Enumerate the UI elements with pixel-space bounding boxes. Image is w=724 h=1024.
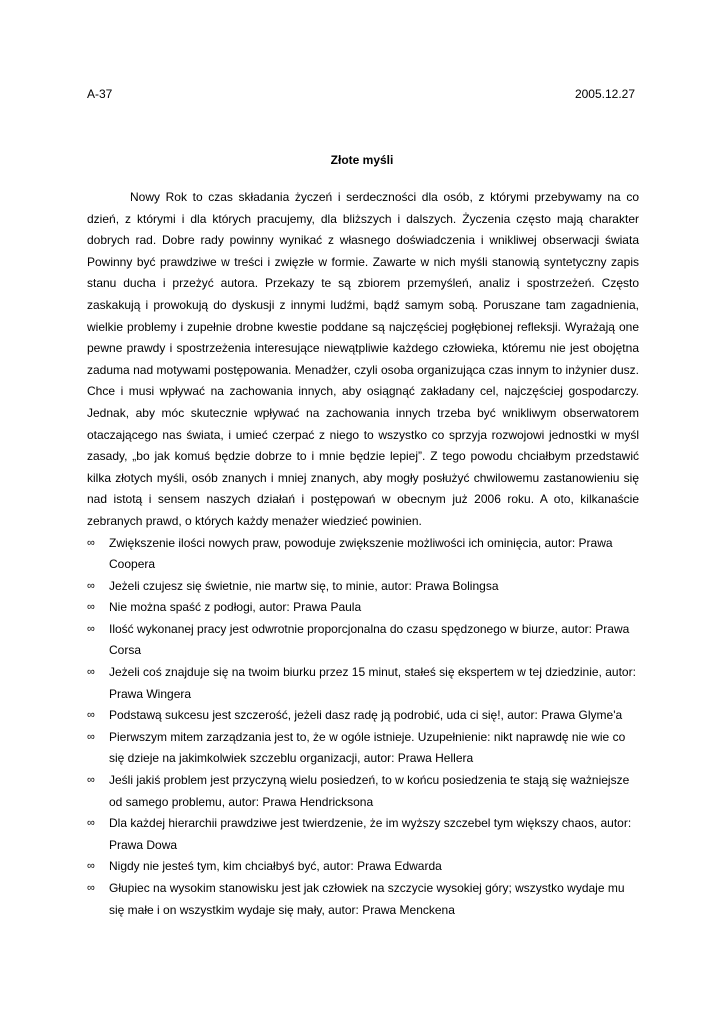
list-item <box>87 705 639 727</box>
list-item-text: Zwiększenie ilości nowych praw, powoduje zwiększenie możliwości ich ominięcia, autor: Prawa Coopera <box>109 535 613 572</box>
infinity-bullet-icon: ∞ <box>87 666 95 679</box>
list-item <box>87 576 639 598</box>
list-item-text: Jeżeli czujesz się świetnie, nie martw się, to minie, autor: Prawa Bolingsa <box>109 578 499 593</box>
list-item-text: Głupiec na wysokim stanowisku jest jak człowiek na szczycie wysokiej góry; wszystko wydaje mu się małe i on wszystkim wydaje się mały, autor: Prawa Menckena <box>109 881 625 917</box>
page-header <box>87 86 635 102</box>
list-item-text: Ilość wykonanej pracy jest odwrotnie proporcjonalna do czasu spędzonego w biurze, autor: Prawa Corsa <box>109 621 630 658</box>
document-date: 2005.12.27 <box>574 87 635 101</box>
list-item <box>87 813 639 856</box>
list-item <box>87 662 639 705</box>
list-item <box>87 770 639 813</box>
infinity-bullet-icon: ∞ <box>87 579 95 592</box>
intro-paragraph: Nowy Rok to czas składania życzeń i serdeczności dla osób, z którymi przebywamy na co dzień, z którymi i dla których pracujemy, dla bliższych i dalszych. Życzenia często mają charakter dobrych rad. Dobre rady powinny wynikać z własnego doświadczenia i wnikliwej obserwacji świata Powinny być prawdziwe w treści i zwięzłe w formie. Zawarte w nich myśli stanowią syntetyczny zapis stanu ducha i przeżyć autora. Przekazy te są zbiorem przemyśleń, analiz i spostrzeżeń. Często zaskakują i prowokują do dyskusji z innymi ludźmi, bądź samym sobą. Poruszane tam zagadnienia, wielkie problemy i zupełnie drobne kwestie poddane są najczęściej pogłębionej refleksji. Wyrażają one pewne prawdy i spostrzeżenia interesujące niewątpliwie każdego człowieka, któremu nie jest obojętna zaduma nad motywami postępowania. Menadżer, czyli osoba organizująca czas innym to inżynier dusz. Chce i musi wpływać na zachowania innych, aby osiągnąć zakładany cel, najczęściej gospodarczy. Jednak, aby móc skutecznie wpływać na zachowania innych trzeba być wnikliwym obserwatorem otaczającego nas świata, i umieć czerpać z niego to wszystko co sprzyja rozwojowi jednostki w myśl zasady, „bo jak komuś będzie dobrze to i mnie będzie lepiej”. Z tego powodu chciałbym przedstawić kilka złotych myśli, osób znanych i mniej znanych, aby mogły posłużyć chwilowemu zastanowieniu się nad istotą i sensem naszych działań i postępowań w obecnym już 2006 roku. A oto, kilkanaście zebranych prawd, o których każdy menażer wiedzieć powinien. <box>87 190 639 528</box>
rules-list <box>87 533 639 922</box>
list-item <box>87 727 639 770</box>
infinity-bullet-icon: ∞ <box>87 622 95 635</box>
infinity-bullet-icon: ∞ <box>87 709 95 722</box>
infinity-bullet-icon: ∞ <box>87 882 95 894</box>
list-item-text: Dla każdej hierarchii prawdziwe jest twierdzenie, że im wyższy szczebel tym większy chaos, autor: Prawa Dowa <box>109 816 632 852</box>
infinity-bullet-icon: ∞ <box>87 860 95 873</box>
infinity-bullet-icon: ∞ <box>87 601 95 614</box>
document-body <box>87 187 639 921</box>
infinity-bullet-icon: ∞ <box>87 536 95 549</box>
document-title: Złote myśli <box>330 153 394 167</box>
infinity-bullet-icon: ∞ <box>87 774 95 787</box>
list-item <box>87 878 639 921</box>
list-item-text: Pierwszym mitem zarządzania jest to, że w ogóle istnieje. Uzupełnienie: nikt naprawdę nie wie co się dzieje na jakimkolwiek szczeblu organizacji, autor: Prawa Hellera <box>109 729 626 766</box>
infinity-bullet-icon: ∞ <box>87 817 95 830</box>
list-item <box>87 619 639 662</box>
list-item-text: Nigdy nie jesteś tym, kim chciałbyś być, autor: Prawa Edwarda <box>109 859 442 874</box>
document-id: A-37 <box>87 87 113 101</box>
list-item-text: Podstawą sukcesu jest szczerość, jeżeli dasz radę ją podrobić, uda ci się!, autor: Prawa Glyme'a <box>109 708 623 723</box>
infinity-bullet-icon: ∞ <box>87 730 95 743</box>
list-item <box>87 856 639 878</box>
list-item <box>87 597 639 619</box>
list-item-text: Jeżeli coś znajduje się na twoim biurku przez 15 minut, stałeś się ekspertem w tej dziedzinie, autor: Prawa Wingera <box>109 665 636 701</box>
list-item <box>87 533 639 576</box>
list-item-text: Jeśli jakiś problem jest przyczyną wielu posiedzeń, to w końcu posiedzenia te stają się ważniejsze od samego problemu, autor: Prawa Hendricksona <box>109 773 630 809</box>
list-item-text: Nie można spaść z podłogi, autor: Prawa Paula <box>109 600 362 615</box>
